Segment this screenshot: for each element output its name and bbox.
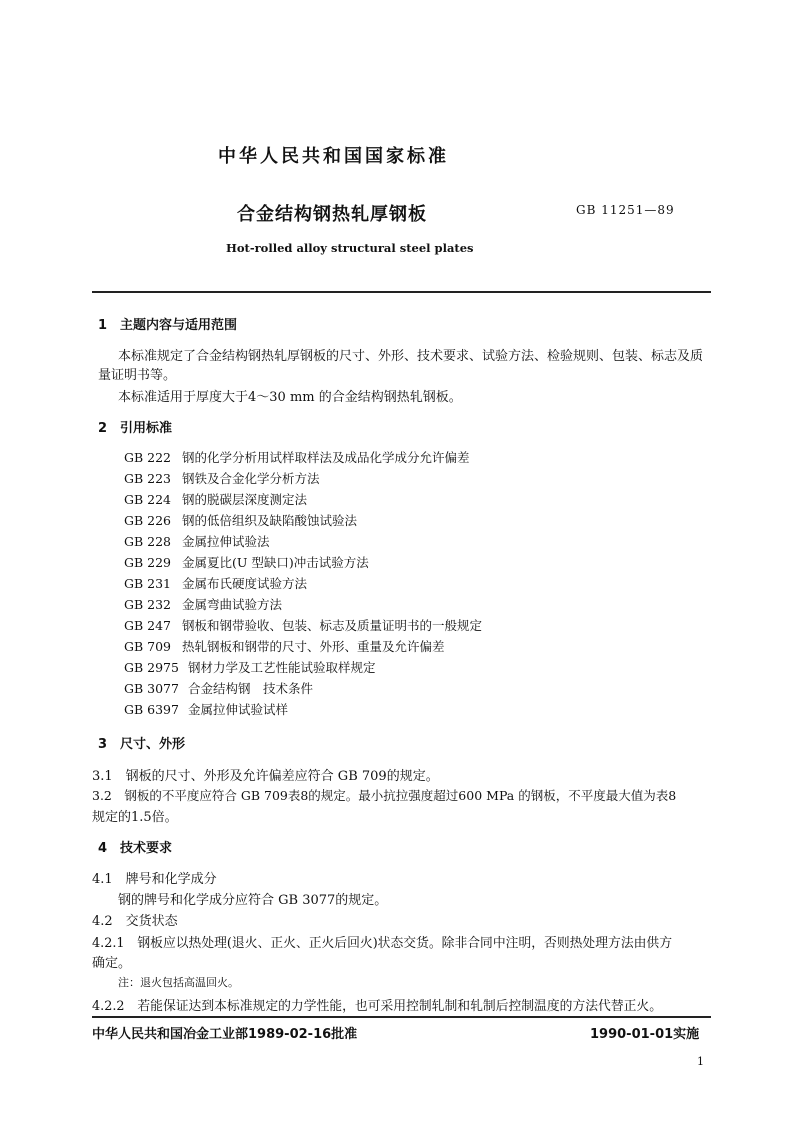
reference-row [124, 574, 307, 592]
reference-title: 钢板和钢带验收、包装、标志及质量证明书的一般规定 [182, 618, 483, 633]
reference-row [124, 469, 320, 487]
reference-row [124, 658, 376, 676]
section-1-para-2: 本标准适用于厚度大于4～30 mm 的合金结构钢热轧钢板。 [118, 390, 462, 405]
reference-title: 钢的低倍组织及缺陷酸蚀试验法 [182, 513, 358, 528]
reference-row [124, 616, 482, 634]
reference-code: GB 224 [124, 492, 172, 507]
standard-code: GB 11251—89 [576, 203, 675, 217]
document-title-cn: 合金结构钢热轧厚钢板 [237, 204, 427, 225]
reference-title: 金属夏比(U 型缺口)冲击试验方法 [182, 555, 369, 570]
clause-4-1-heading: 4.1 牌号和化学成分 [92, 872, 217, 887]
reference-row [124, 700, 288, 718]
reference-code: GB 247 [124, 618, 172, 633]
reference-title: 热轧钢板和钢带的尺寸、外形、重量及允许偏差 [182, 639, 445, 654]
reference-code: GB 228 [124, 534, 172, 549]
reference-title: 钢的化学分析用试样取样法及成品化学成分允许偏差 [182, 450, 470, 465]
note: 注：退火包括高温回火。 [118, 976, 239, 989]
footer-rule [92, 1016, 711, 1018]
reference-title: 金属拉伸试验法 [182, 534, 270, 549]
reference-title: 钢的脱碳层深度测定法 [182, 492, 308, 507]
page-number: 1 [697, 1055, 704, 1068]
reference-code: GB 6397 [124, 702, 179, 717]
reference-title: 合金结构钢 技术条件 [188, 681, 314, 696]
reference-code: GB 231 [124, 576, 172, 591]
reference-code: GB 222 [124, 450, 172, 465]
reference-row [124, 553, 369, 571]
section-1-para-1-line-2: 量证明书等。 [98, 368, 177, 383]
clause-4-2-heading: 4.2 交货状态 [92, 914, 178, 929]
clause-4-2-1-line-2: 确定。 [92, 956, 132, 971]
reference-code: GB 2975 [124, 660, 179, 675]
reference-row [124, 448, 470, 466]
reference-row [124, 637, 445, 655]
reference-row [124, 595, 282, 613]
reference-title: 钢材力学及工艺性能试验取样规定 [188, 660, 376, 675]
reference-title: 金属拉伸试验试样 [188, 702, 289, 717]
approval-line: 中华人民共和国冶金工业部1989-02-16批准 [92, 1027, 358, 1042]
section-2-heading: 2 引用标准 [98, 421, 173, 436]
section-1-para-1-line-1: 本标准规定了合金结构钢热轧厚钢板的尺寸、外形、技术要求、试验方法、检验规则、包装、标志及质 [118, 349, 704, 364]
section-3-heading: 3 尺寸、外形 [98, 737, 186, 752]
document-title-en: Hot-rolled alloy structural steel plates [226, 241, 474, 255]
clause-3-2-line-2: 规定的1.5倍。 [92, 810, 178, 825]
reference-row [124, 490, 307, 508]
reference-row [124, 532, 270, 550]
header-rule [92, 291, 711, 293]
reference-code: GB 229 [124, 555, 172, 570]
reference-code: GB 3077 [124, 681, 179, 696]
reference-code: GB 223 [124, 471, 172, 486]
reference-title: 金属弯曲试验方法 [182, 597, 283, 612]
reference-row [124, 679, 313, 697]
section-1-heading: 1 主题内容与适用范围 [98, 318, 238, 333]
implementation-line: 1990-01-01实施 [590, 1027, 700, 1042]
clause-4-2-1-line-1: 4.2.1 钢板应以热处理(退火、正火、正火后回火)状态交货。除非合同中注明，否则热处理方法由供方 [92, 936, 673, 951]
section-4-heading: 4 技术要求 [98, 841, 173, 856]
clause-4-2-2: 4.2.2 若能保证达到本标准规定的力学性能，也可采用控制轧制和轧制后控制温度的方法代替正火。 [92, 999, 663, 1014]
clause-3-1: 3.1 钢板的尺寸、外形及允许偏差应符合 GB 709的规定。 [92, 769, 439, 784]
reference-row [124, 511, 357, 529]
reference-code: GB 709 [124, 639, 172, 654]
reference-title: 金属布氏硬度试验方法 [182, 576, 308, 591]
clause-4-1-text: 钢的牌号和化学成分应符合 GB 3077的规定。 [118, 893, 388, 908]
reference-title: 钢铁及合金化学分析方法 [182, 471, 320, 486]
reference-code: GB 232 [124, 597, 172, 612]
national-standard-title: 中华人民共和国国家标准 [218, 146, 449, 167]
reference-code: GB 226 [124, 513, 172, 528]
clause-3-2-line-1: 3.2 钢板的不平度应符合 GB 709表8的规定。最小抗拉强度超过600 MPa 的钢板，不平度最大值为表8 [92, 788, 677, 803]
